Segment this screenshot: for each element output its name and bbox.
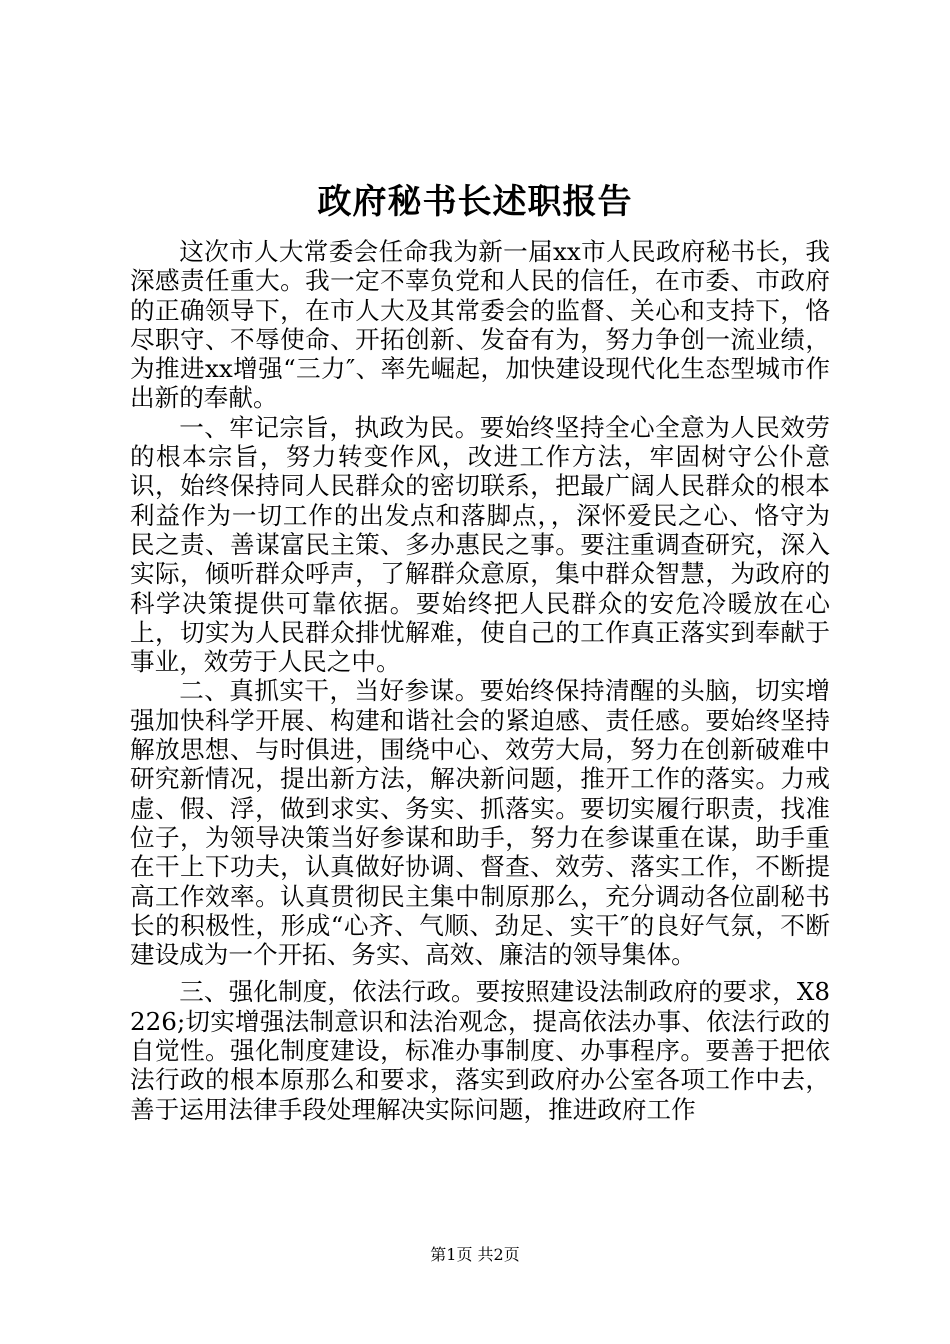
paragraph-section-2: 二、真抓实干，当好参谋。要始终保持清醒的头脑，切实增强加快科学开展、构建和谐社会的紧迫感、责任感。要始终坚持解放思想、与时俱进，围绕中心、效劳大局，努力在创新破难中研究新情况，提出新方法，解决新问题，推开工作的落实。力戒虚、假、浮，做到求实、务实、抓落实。要切实履行职责，找准位子，为领导决策当好参谋和助手，努力在参谋重在谋，助手重在干上下功夫，认真做好协调、督查、效劳、落实工作，不断提高工作效率。认真贯彻民主集中制原那么，充分调动各位副秘书长的积极性，形成“心齐、气顺、劲足、实干″的良好气氛，不断建设成为一个开拓、务实、高效、廉洁的领导集体。 xyxy=(130,676,830,970)
page-footer: 第1页 共2页 xyxy=(430,1245,520,1264)
paragraph-intro: 这次市人大常委会任命我为新一届xx市人民政府秘书长，我深感责任重大。我一定不辜负党和人民的信任，在市委、市政府的正确领导下，在市人大及其常委会的监督、关心和支持下，恪尽职守、不辱使命、开拓创新、发奋有为，努力争创一流业绩，为推进xx增强“三力″、率先崛起，加快建设现代化生态型城市作出新的奉献。 xyxy=(130,237,830,413)
paragraph-section-1: 一、牢记宗旨，执政为民。要始终坚持全心全意为人民效劳的根本宗旨，努力转变作风，改进工作方法，牢固树守公仆意识，始终保持同人民群众的密切联系，把最广阔人民群众的根本利益作为一切工作的出发点和落脚点，，深怀爱民之心、恪守为民之责、善谋富民主策、多办惠民之事。要注重调查研究，深入实际，倾听群众呼声，了解群众意原，集中群众智慧，为政府的科学决策提供可靠依据。要始终把人民群众的安危冷暖放在心上，切实为人民群众排忧解难，使自己的工作真正落实到奉献于事业，效劳于人民之中。 xyxy=(130,412,830,677)
document-body xyxy=(130,237,830,1124)
document-title: 政府秘书长述职报告 xyxy=(317,182,633,222)
paragraph-section-3: 三、强化制度，依法行政。要按照建设法制政府的要求，X8226;切实增强法制意识和法治观念，提高依法办事、依法行政的自觉性。强化制度建设，标准办事制度、办事程序。要善于把依法行政的根本原那么和要求，落实到政府办公室各项工作中去，善于运用法律手段处理解决实际问题，推进政府工作 xyxy=(130,977,830,1124)
